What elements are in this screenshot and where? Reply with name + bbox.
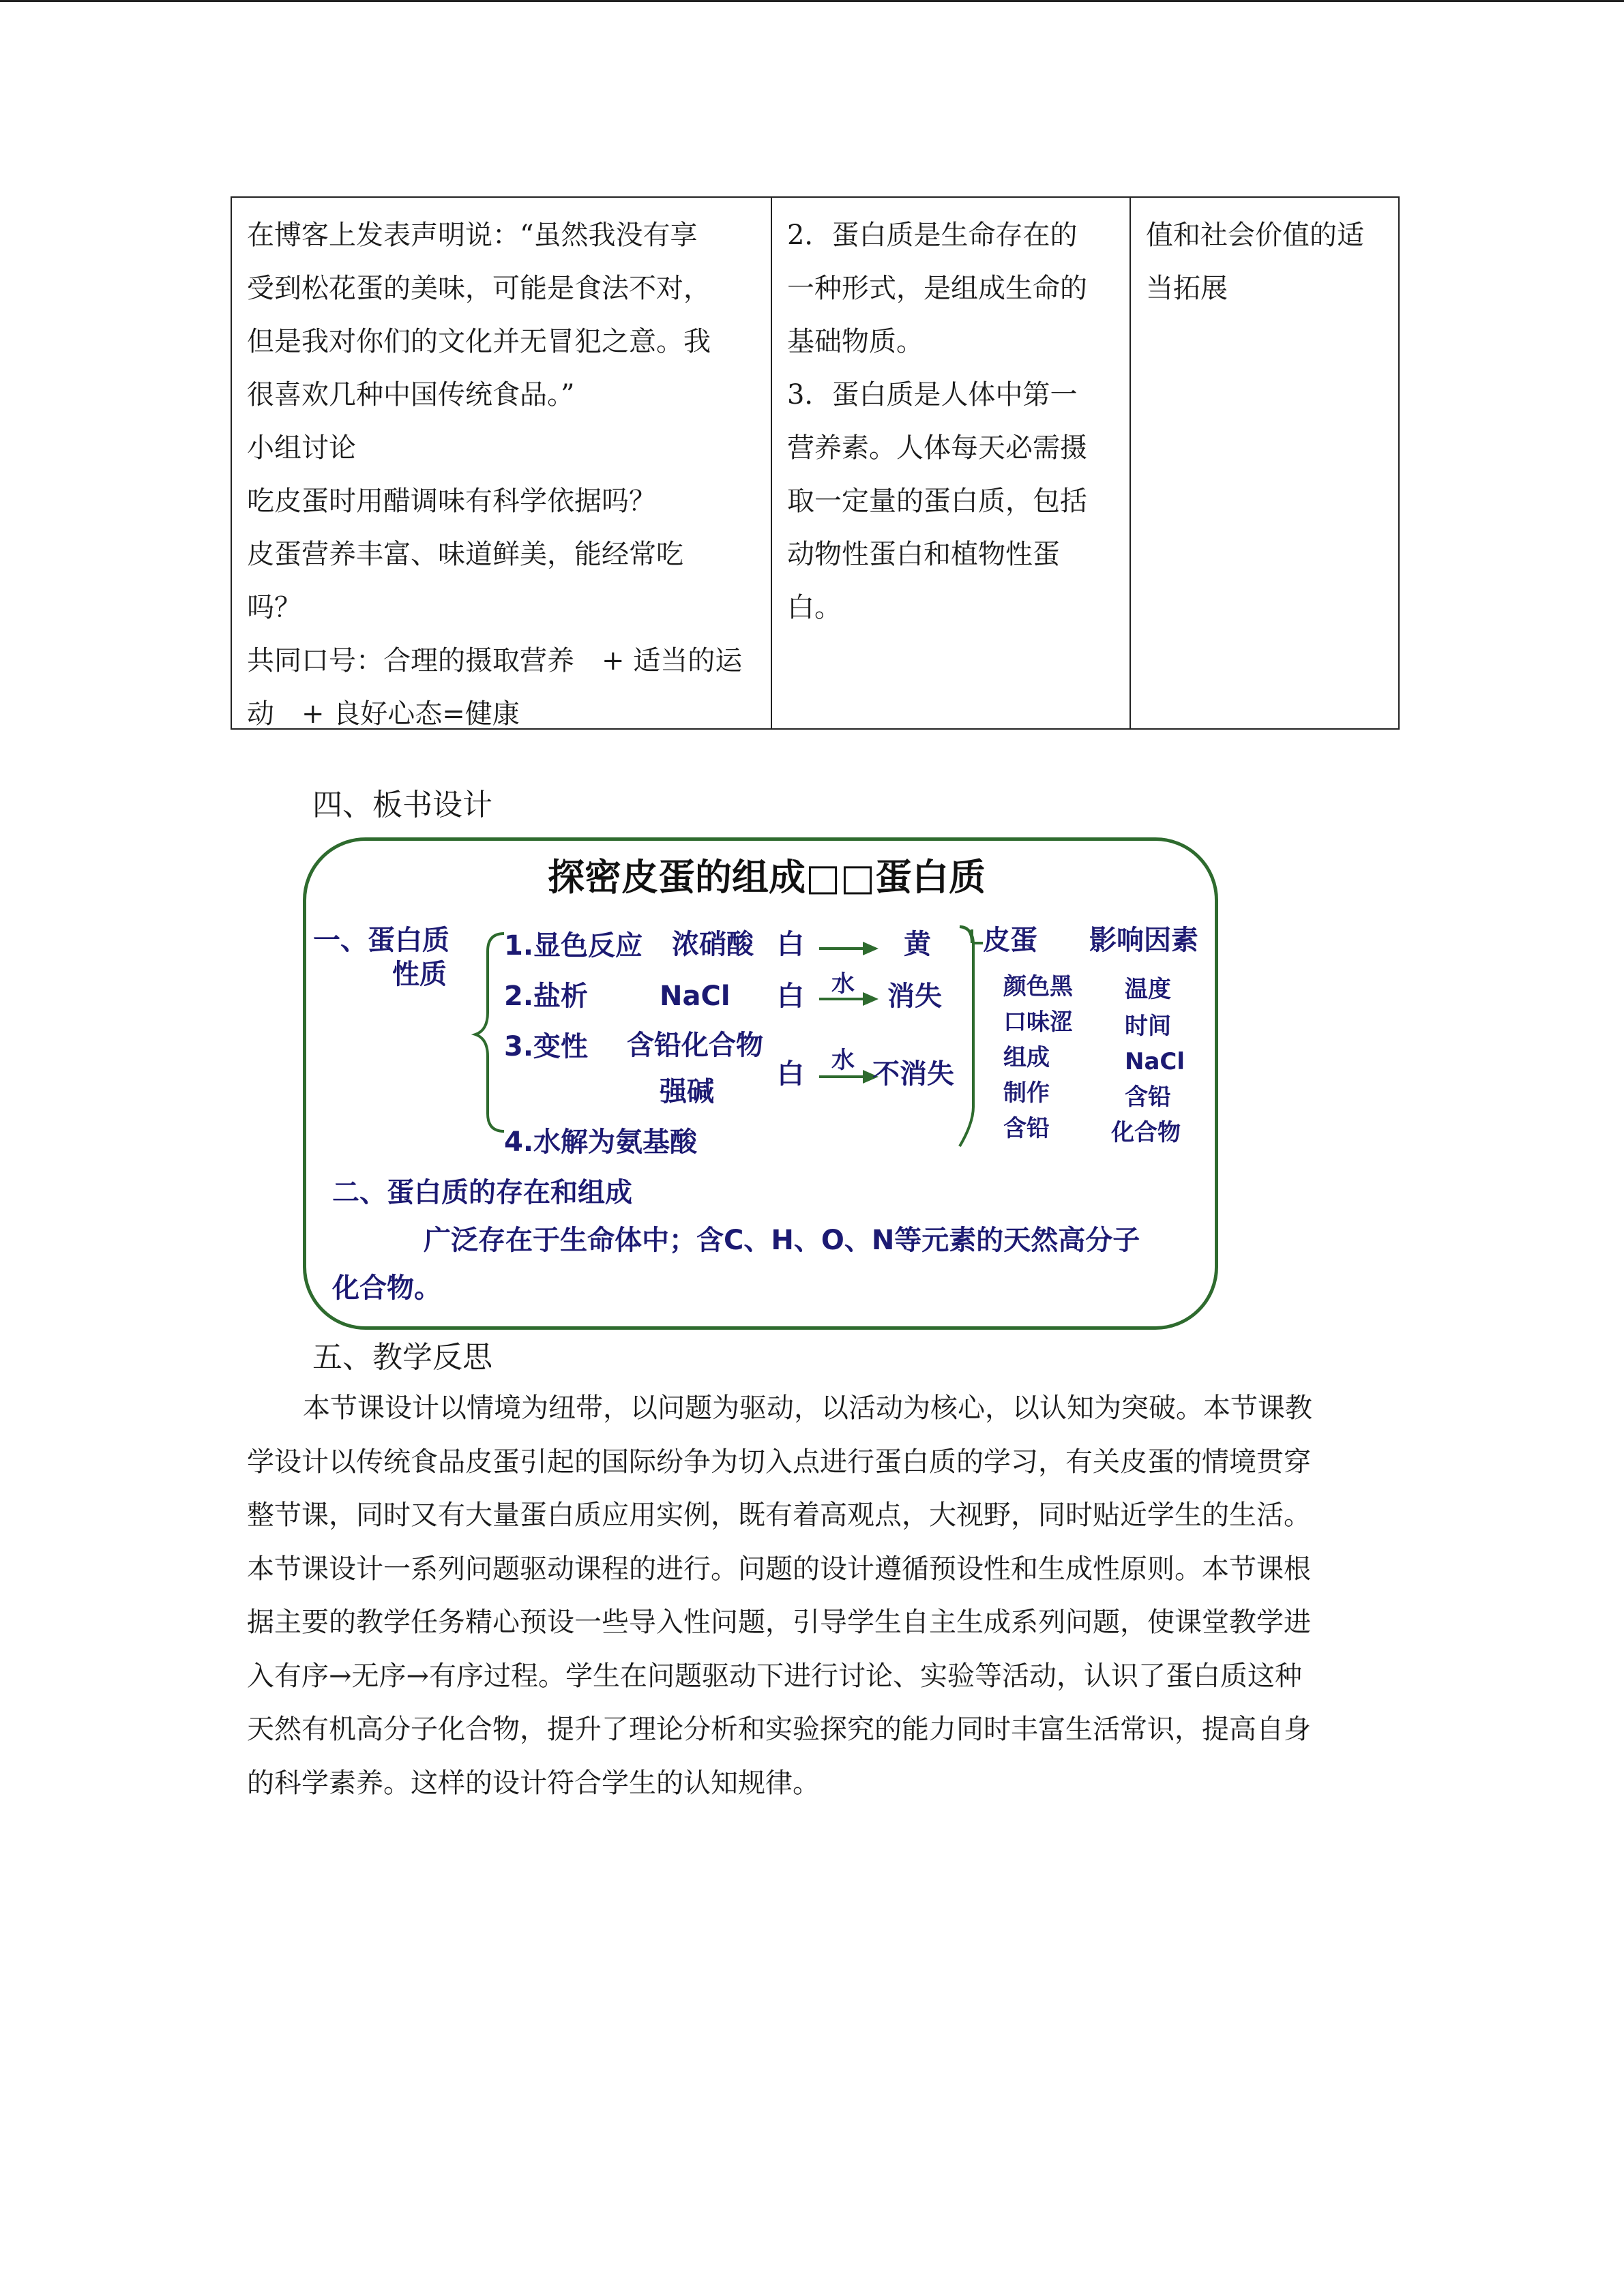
- table-line: 动 + 良好心态=健康: [247, 698, 520, 730]
- paragraph-line: 天然有机高分子化合物，提升了理论分析和实验探究的能力同时丰富生活常识，提高自身: [247, 1714, 1311, 1745]
- reaction-result: 消失: [887, 981, 942, 1012]
- table-line: 白。: [787, 592, 842, 623]
- factors-heading: 影响因素: [1089, 925, 1198, 956]
- right-brace: [960, 927, 973, 1146]
- property-item: 4.水解为氨基酸: [504, 1127, 698, 1158]
- paragraph-line: 本节课设计一系列问题驱动课程的进行。问题的设计遵循预设性和生成性原则。本节课根: [247, 1553, 1311, 1585]
- arrow-1: [819, 944, 875, 953]
- table-line: 共同口号：合理的摄取营养 + 适当的运: [247, 645, 743, 676]
- reagent: 含铅化合物: [627, 1030, 763, 1061]
- table-line: 小组讨论: [247, 432, 356, 464]
- left-brace: [475, 934, 504, 1131]
- table-line: 皮蛋营养丰富、味道鲜美，能经常吃: [247, 539, 683, 570]
- reflection-paragraph: [247, 1382, 1370, 1810]
- part1-label-sub: 性质: [392, 959, 447, 990]
- paragraph-line: 本节课设计以情境为纽带，以问题为驱动，以活动为核心，以认知为突破。本节课教: [303, 1392, 1312, 1424]
- influence-factor: 化合物: [1111, 1119, 1181, 1146]
- section-heading-board-design: 四、板书设计: [312, 788, 492, 822]
- reaction-result: 不消失: [872, 1058, 954, 1090]
- egg-trait: 口味涩: [1003, 1009, 1073, 1036]
- egg-trait: 含铅: [1003, 1115, 1050, 1142]
- board-title: 探密皮蛋的组成□□蛋白质: [548, 856, 986, 899]
- property-item: 2.盐析: [504, 981, 589, 1012]
- table-line: 很喜欢几种中国传统食品。”: [247, 379, 575, 411]
- table-cell-activities: [232, 198, 772, 728]
- table-line: 2．蛋白质是生命存在的: [787, 220, 1078, 251]
- paragraph-line: 学设计以传统食品皮蛋引起的国际纷争为切入点进行蛋白质的学习，有关皮蛋的情境贯穿: [247, 1446, 1311, 1478]
- table-line: 但是我对你们的文化并无冒犯之意。我: [247, 326, 711, 357]
- property-item: 3.变性: [504, 1031, 589, 1062]
- part2-text: 广泛存在于生命体中；含C、H、O、N等元素的天然高分子: [424, 1225, 1140, 1256]
- table-line: 当拓展: [1146, 273, 1228, 304]
- property-item: 1.显色反应: [504, 930, 643, 961]
- protein-white: 白: [777, 929, 804, 960]
- lesson-table: [231, 196, 1400, 730]
- protein-white: 白: [777, 981, 804, 1012]
- reagent: NaCl: [660, 981, 730, 1012]
- egg-trait: 颜色黑: [1003, 973, 1073, 1000]
- table-line: 吃皮蛋时用醋调味有科学依据吗？: [247, 486, 656, 517]
- arrow-label-water: 水: [831, 1047, 855, 1074]
- paragraph-line: 整节课，同时又有大量蛋白质应用实例，既有着高观点，大视野，同时贴近学生的生活。: [247, 1500, 1311, 1531]
- table-line: 营养素。人体每天必需摄: [787, 432, 1087, 464]
- table-cell-intent: [1131, 198, 1398, 728]
- influence-factor: 含铅: [1125, 1084, 1171, 1111]
- reagent: 浓硝酸: [672, 929, 754, 960]
- table-line: 受到松花蛋的美味，可能是食法不对，: [247, 273, 711, 304]
- section-heading-reflection: 五、教学反思: [312, 1340, 492, 1375]
- arrow-label-water: 水: [831, 970, 855, 998]
- egg-trait: 组成: [1003, 1044, 1050, 1071]
- influence-factor: 温度: [1125, 976, 1171, 1003]
- table-line: 3．蛋白质是人体中第一: [787, 379, 1078, 411]
- paragraph-line: 据主要的教学任务精心预设一些导入性问题，引导学生自主生成系列问题，使课堂教学进: [247, 1607, 1311, 1638]
- part1-label: 一、蛋白质: [313, 925, 449, 956]
- board-connectors: [306, 841, 1222, 1333]
- part2-heading: 二、蛋白质的存在和组成: [332, 1177, 632, 1208]
- board-design: [303, 837, 1218, 1330]
- table-line: 取一定量的蛋白质，包括: [787, 486, 1087, 517]
- part2-text: 化合物。: [332, 1272, 441, 1304]
- table-line: 基础物质。: [787, 326, 924, 357]
- protein-white: 白: [777, 1058, 804, 1090]
- egg-trait: 制作: [1003, 1079, 1050, 1107]
- paragraph-line: 的科学素养。这样的设计符合学生的认知规律。: [247, 1767, 820, 1799]
- influence-factor: NaCl: [1125, 1048, 1185, 1075]
- table-line: 一种形式，是组成生命的: [787, 273, 1087, 304]
- reaction-result: 黄: [904, 929, 931, 960]
- table-line: 在博客上发表声明说：“虽然我没有享: [247, 220, 698, 251]
- table-line: 值和社会价值的适: [1146, 220, 1364, 251]
- influence-factor: 时间: [1125, 1013, 1171, 1040]
- table-line: 动物性蛋白和植物性蛋: [787, 539, 1060, 570]
- table-cell-knowledge: [772, 198, 1131, 728]
- egg-heading: 皮蛋: [983, 925, 1037, 956]
- table-line: 吗？: [247, 592, 301, 623]
- reagent: 强碱: [660, 1076, 714, 1107]
- page-top-rule: [0, 0, 1624, 2]
- paragraph-line: 入有序→无序→有序过程。学生在问题驱动下进行讨论、实验等活动，认识了蛋白质这种: [247, 1660, 1303, 1692]
